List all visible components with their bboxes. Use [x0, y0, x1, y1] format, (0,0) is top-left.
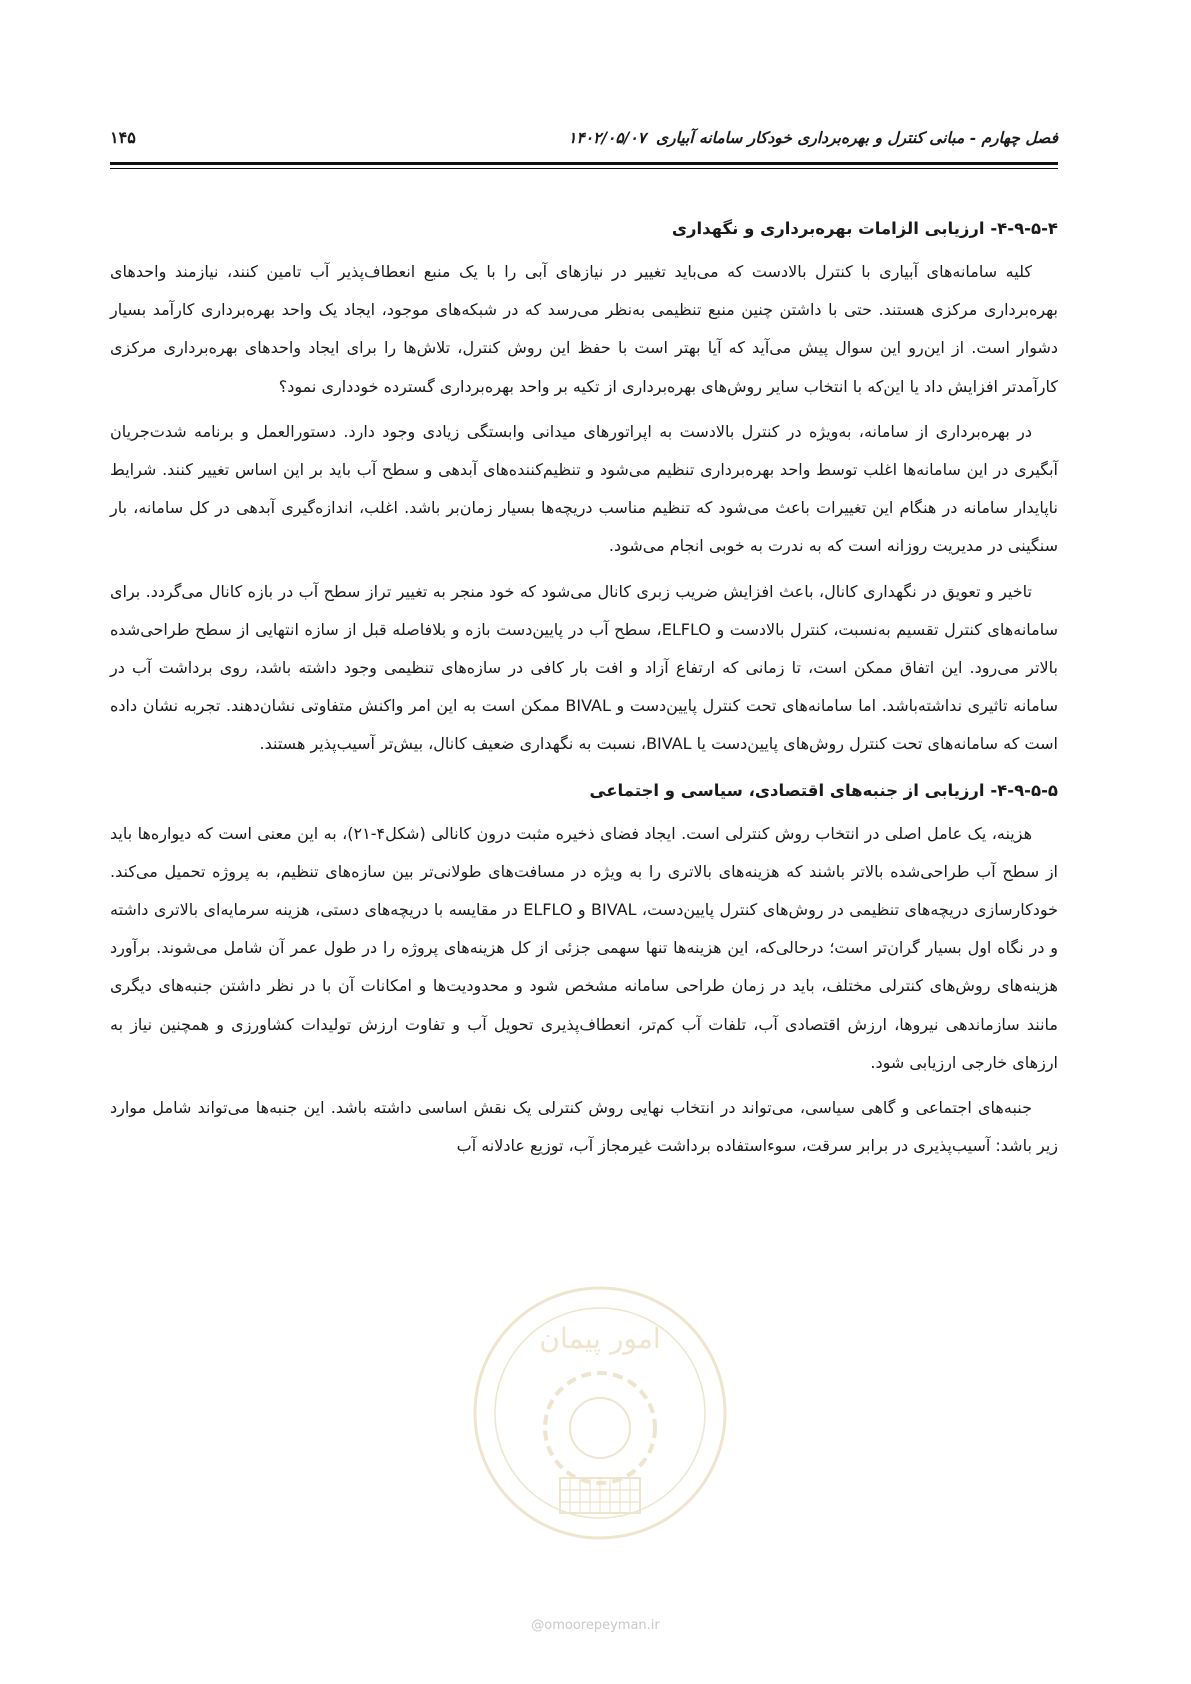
paragraph: جنبه‌های اجتماعی و گاهی سیاسی، می‌تواند در انتخاب نهایی روش کنترلی یک نقش اساسی داشته باشد. این جنبه‌ها می‌تواند شامل موارد زیر باشد: آسیب‌پذیری در برابر سرقت، سوءاستفاده برداشت غیرمجاز آب، توزیع عادلانه آب: [110, 1098, 1058, 1156]
footer-website: @omoorepeyman.ir: [531, 1618, 660, 1633]
section-heading-operation-maintenance: ۴-۹-۵-۴- ارزیابی الزامات بهره‌برداری و نگهداری: [671, 219, 1058, 238]
body-text: [110, 212, 1058, 1172]
section-heading-economic-political-social: ۴-۹-۵-۵- ارزیابی از جنبه‌های اقتصادی، سیاسی و اجتماعی: [589, 780, 1058, 800]
page-number: ۱۴۵: [110, 128, 136, 147]
watermark-text: امور پیمان: [539, 1322, 661, 1355]
header-date: ۱۴۰۲/۰۵/۰۷: [568, 128, 646, 147]
header-rule-thin: [110, 168, 1058, 169]
paragraph: کلیه سامانه‌های آبیاری با کنترل بالادست که می‌باید تغییر در نیازهای آبی را با یک منبع انعطاف‌پذیر آب تامین کنند، نیازمند واحدهای بهره‌برداری مرکزی هستند. حتی با داشتن چنین منبع تنظیمی به‌نظر می‌رسد که در شبکه‌های موجود، ایجاد یک واحد بهره‌برداری کارآمد بسیار دشوار است. از این‌رو این سوال پیش می‌آید که آیا بهتر است با حفظ این روش کنترل، تلاش‌ها را برای ایجاد واحدهای بهره‌برداری مرکزی کارآمدتر افزایش داد یا این‌که با انتخاب سایر روش‌های بهره‌برداری از تکیه بر واحد بهره‌برداری گسترده خودداری نمود؟: [110, 262, 1058, 396]
paragraph: تاخیر و تعویق در نگهداری کانال، باعث افزایش ضریب زبری کانال می‌شود که خود منجر به تغییر تراز سطح آب در بازه کانال می‌گردد. برای سامانه‌های کنترل تقسیم به‌نسبت، کنترل بالادست و ELFLO، سطح آب در پایین‌دست بازه و بلافاصله قبل از سازه انتهایی از سطح طراحی‌شده بالاتر می‌رود. این اتفاق ممکن است، تا زمانی که ارتفاع آزاد و افت بار کافی در سازه‌های تنظیمی وجود داشته باشد، روی برداشت آب در سامانه تاثیری نداشته‌باشد. اما سامانه‌های تحت کنترل پایین‌دست و BIVAL ممکن است به این امر واکنش متفاوتی نشان‌دهند. تجربه نشان داده است که سامانه‌های تحت کنترل روش‌های پایین‌دست یا BIVAL، نسبت به نگهداری ضعیف کانال، بیش‌تر آسیب‌پذیر هستند.: [110, 581, 1059, 754]
header-rule-thick: [110, 162, 1058, 165]
chapter-title: [568, 128, 1058, 147]
paragraph: هزینه، یک عامل اصلی در انتخاب روش کنترلی است. ایجاد فضای ذخیره مثبت درون کانالی (شکل۴-۲۱)، به این معنی است که دیواره‌ها باید از سطح آب طراحی‌شده بالاتر باشند که هزینه‌های بالاتری را به ویژه در مسافت‌های طولانی‌تر بین سازه‌های تنظیم، به پروژه تحمیل می‌کند. خودکارسازی دریچه‌های تنظیمی در روش‌های کنترل پایین‌دست، BIVAL و ELFLO در مقایسه با دریچه‌های دستی، هزینه سرمایه‌ای بالاتری داشته و در نگاه اول بسیار گران‌تر است؛ درحالی‌که، این هزینه‌ها تنها سهمی جزئی از کل هزینه‌های پروژه را در طول عمر آن شامل می‌شوند. برآورد هزینه‌های روش‌های کنترلی مختلف، باید در زمان طراحی سامانه مشخص شود و محدودیت‌ها و امکانات آن با در نظر داشتن جنبه‌های دیگری مانند سازماندهی نیروها، ارزش اقتصادی آب، تلفات آب کم‌تر، انعطاف‌پذیری تحویل آب و تفاوت ارزش تولیدات کشاورزی و همچنین نیاز به ارزهای خارجی ارزیابی شود.: [110, 823, 1058, 1072]
running-header: [110, 128, 1058, 158]
paragraph: در بهره‌برداری از سامانه، به‌ویژه در کنترل بالادست به اپراتورهای میدانی وابستگی زیادی وجود دارد. دستورالعمل و برنامه شدت‌جریان آبگیری در این سامانه‌ها اغلب توسط واحد بهره‌برداری تنظیم می‌شود و تنظیم‌کننده‌های آبدهی و سطح آب باید بر این اساس تغییر کنند. شرایط ناپایدار سامانه در هنگام این تغییرات باعث می‌شود که تنظیم مناسب دریچه‌ها بسیار زمان‌بر باشد. اغلب، اندازه‌گیری آبدهی در کل سامانه، بار سنگینی در مدیریت روزانه است که به ندرت به خوبی انجام می‌شود.: [110, 421, 1058, 556]
chapter-title-text: فصل چهارم - مبانی کنترل و بهره‌برداری خودکار سامانه آبیاری: [656, 128, 1058, 147]
watermark-seal: [465, 1278, 735, 1548]
